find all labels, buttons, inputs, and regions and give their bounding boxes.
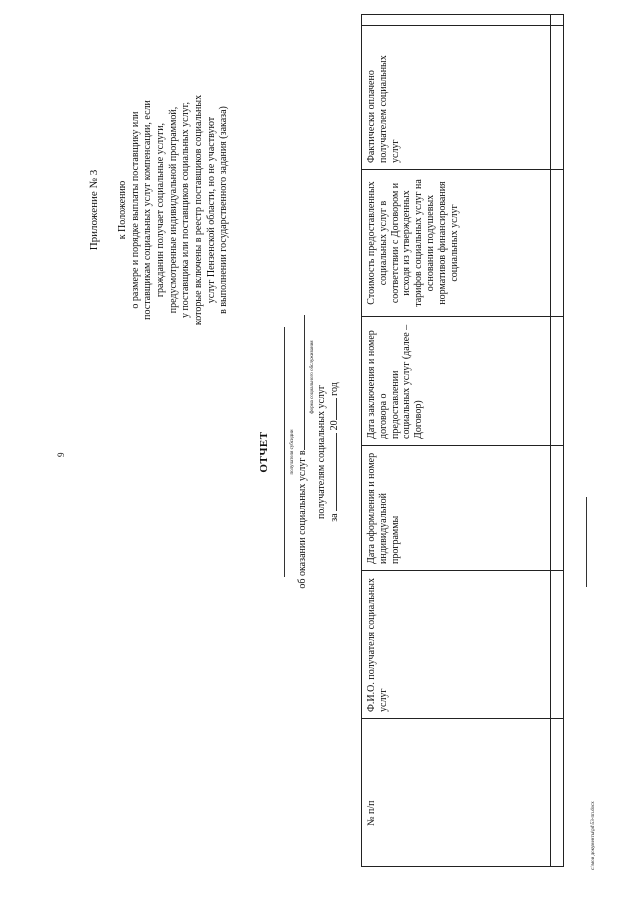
col-contract-date-header: Дата заключения и номер договора о предоставлении социальных услуг (далее – Договор) (362, 317, 551, 446)
appendix-line: предусмотренные индивидуальной программой, (167, 106, 179, 314)
report-header (258, 282, 341, 622)
table-cell (551, 15, 564, 26)
appendix-line: о размере и порядке выплаты поставщику или (129, 111, 141, 309)
recipient-blank (276, 327, 285, 577)
period-suffix: год (329, 382, 341, 396)
services-text: об оказании социальных услуг в (297, 450, 309, 589)
service-form-caption: форма социального обслуживания (310, 340, 316, 414)
col-number-header: № п/п (362, 719, 551, 867)
period-prefix: за (329, 513, 341, 522)
appendix-line: в выполнении государственного задания (заказа) (218, 106, 230, 314)
bottom-rule (586, 497, 587, 587)
report-line-recipient (276, 282, 289, 622)
table-cell (551, 317, 564, 446)
table-cell (551, 170, 564, 317)
page-number: 9 (56, 452, 66, 457)
footer-path: c:\мои документы\pd\53-пп.docx (591, 801, 596, 870)
appendix-line: у поставщика или поставщиков социальных услуг, (180, 101, 192, 319)
table-row (551, 15, 564, 867)
appendix-title: Приложение № 3 (88, 169, 100, 251)
appendix-line: услуг Пензенской области, но не участвуют (205, 116, 217, 304)
appendix-line: которые включены в реестр поставщиков социальных (193, 94, 205, 326)
report-period-line (328, 282, 341, 622)
table-cell (551, 571, 564, 719)
table-cell (551, 719, 564, 867)
period-blank (328, 433, 337, 511)
year-blank (328, 398, 337, 420)
appendix-block (88, 60, 231, 360)
recipient-caption: получателя субсидии (290, 429, 296, 475)
col-cost-header: Стоимость предоставленных социальных услуг в соответствии с Договором и исходя из утвержденных тарифов социальных услуг на основании подушевых нормативов финансирования социальных услуг (362, 170, 551, 317)
appendix-line: к Положению (116, 180, 128, 240)
appendix-line: поставщикам социальных услуг компенсации, если (142, 100, 154, 320)
col-fio-header: Ф.И.О. получателя социальных услуг (362, 571, 551, 719)
table-cell (551, 446, 564, 571)
col-paid-header: Фактически оплачено получателем социальных услуг (362, 26, 551, 170)
period-year: 20 (329, 420, 341, 431)
report-title: ОТЧЕТ (258, 431, 270, 473)
recipients-line: получателям социальных услуг (316, 385, 328, 519)
col-extra-header (362, 15, 551, 26)
report-line-services (296, 282, 309, 622)
service-form-blank (296, 315, 305, 450)
appendix-line: гражданин получает социальные услуги, (155, 122, 167, 298)
col-program-date-header: Дата оформления и номер индивидуальной программы (362, 446, 551, 571)
table-cell (551, 26, 564, 170)
table-header-row (362, 15, 551, 867)
report-table (361, 14, 564, 867)
